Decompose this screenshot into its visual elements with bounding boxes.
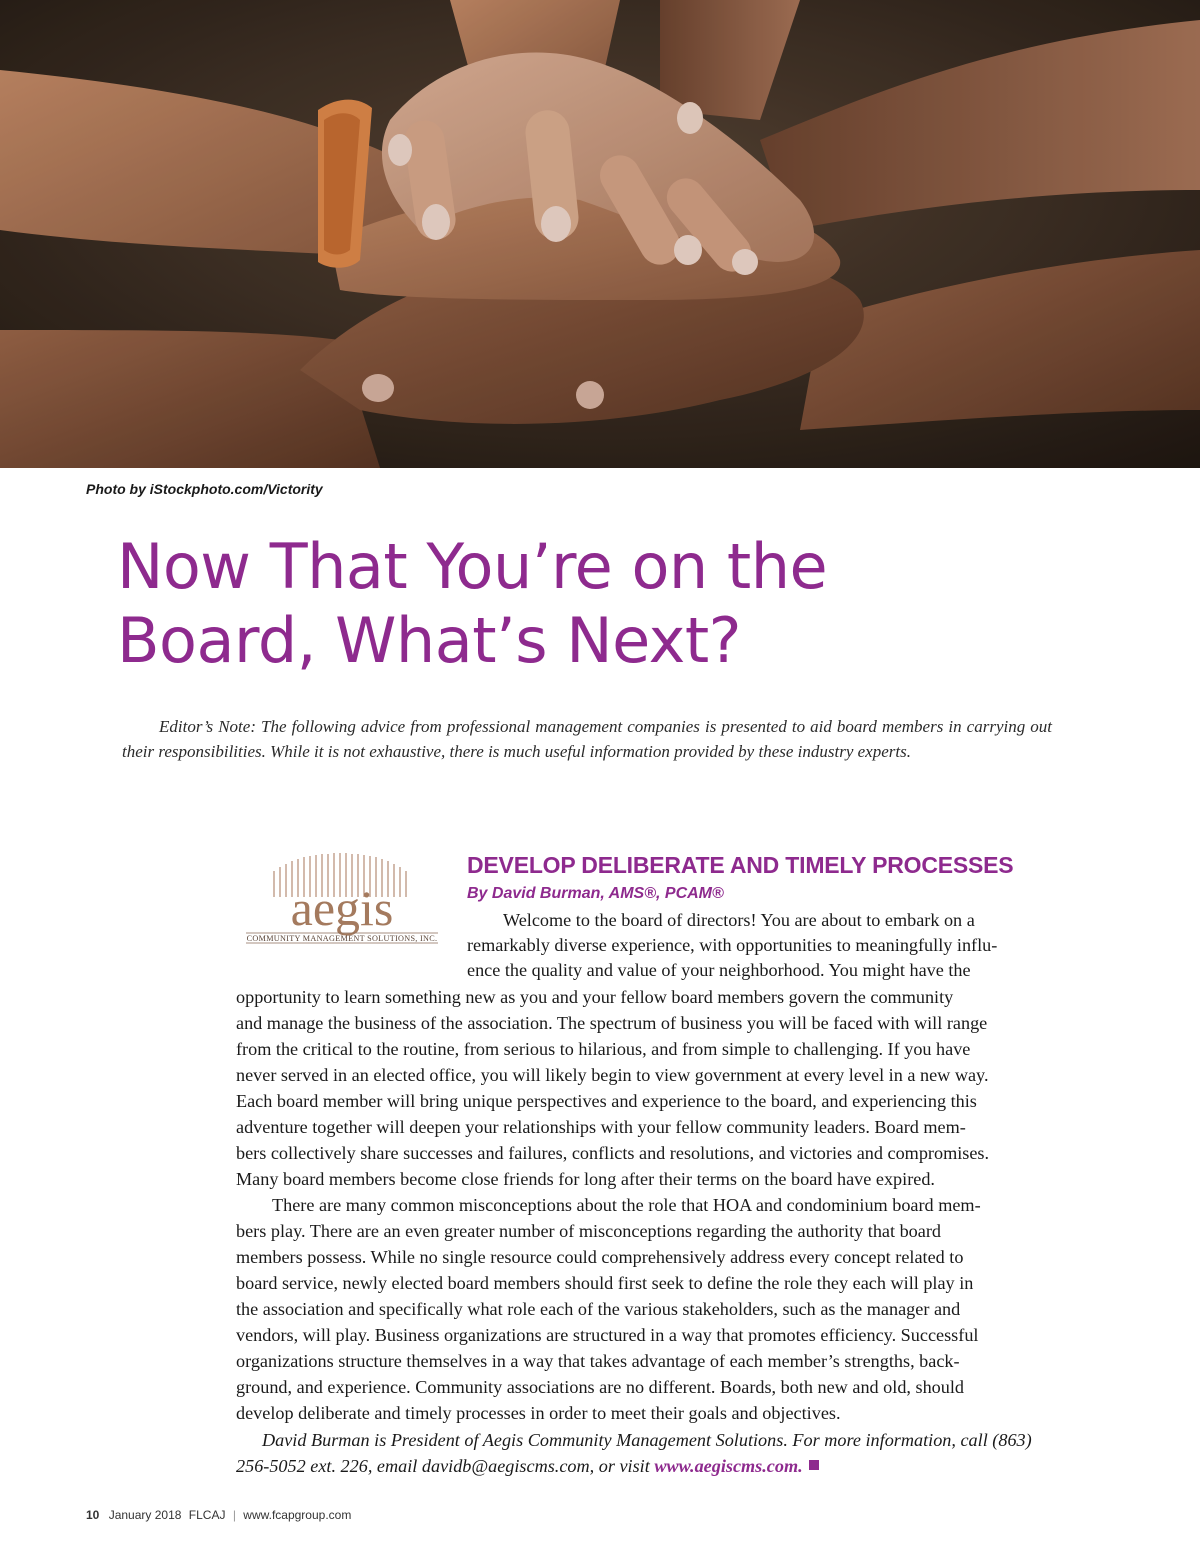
page-number: 10: [86, 1508, 100, 1522]
body-line: bers collectively share successes and failures, conflicts and resolutions, and victories and compromises.: [236, 1143, 990, 1163]
section-title: DEVELOP DELIBERATE AND TIMELY PROCESSES: [467, 852, 1014, 878]
stacked-hands-image: [0, 0, 1200, 468]
body-line: members possess. While no single resource could comprehensively address every concept related to: [236, 1247, 964, 1267]
page-title-line-2: Board, What’s Next?: [117, 604, 742, 677]
footer-divider: |: [232, 1508, 236, 1522]
body-line: Welcome to the board of directors! You are about to embark on a: [503, 910, 975, 930]
publication-name: FLCAJ: [188, 1508, 226, 1522]
body-line: bers play. There are an even greater number of misconceptions regarding the authority that board: [236, 1221, 941, 1241]
page-footer: [86, 1508, 351, 1522]
page-title-line-1: Now That You’re on the: [117, 530, 828, 603]
byline: By David Burman, AMS®, PCAM®: [467, 885, 724, 902]
body-line: organizations structure themselves in a way that takes advantage of each member’s strengths, back-: [236, 1351, 960, 1371]
body-line: board service, newly elected board members should first seek to define the role they each will play in: [236, 1273, 974, 1293]
logo-tagline: COMMUNITY MANAGEMENT SOLUTIONS, INC.: [246, 934, 438, 943]
author-bio-text: 256-5052 ext. 226, email davidb@aegiscms.com, or visit: [236, 1456, 650, 1476]
body-line: from the critical to the routine, from serious to hilarious, and from simple to challenging. If you have: [236, 1039, 971, 1059]
body-line: Many board members become close friends for long after their terms on the board have expired.: [236, 1169, 935, 1189]
aegis-logo: [244, 853, 440, 959]
body-line: ence the quality and value of your neighborhood. You might have the: [467, 960, 971, 980]
end-mark-icon: [809, 1460, 819, 1470]
footer-website-link[interactable]: www.fcapgroup.com: [243, 1508, 352, 1522]
author-website-link[interactable]: www.aegiscms.com.: [654, 1456, 803, 1476]
issue-date: January 2018: [108, 1508, 182, 1522]
editors-note: Editor’s Note: The following advice from professional management companies is presented to aid board members in carrying out their responsibilities. While it is not exhaustive, there is much useful information provided by these industry experts.: [122, 717, 1052, 761]
body-line: adventure together will deepen your relationships with your fellow community leaders. Board mem-: [236, 1117, 966, 1137]
logo-wordmark: aegis: [290, 880, 394, 936]
body-line: vendors, will play. Business organizations are structured in a way that promotes efficiency. Successful: [236, 1325, 979, 1345]
body-line: ground, and experience. Community associations are no different. Boards, both new and old, should: [236, 1377, 965, 1397]
body-line: Each board member will bring unique perspectives and experience to the board, and experiencing this: [236, 1091, 977, 1111]
body-line: There are many common misconceptions about the role that HOA and condominium board mem-: [272, 1195, 981, 1215]
body-line: develop deliberate and timely processes in order to meet their goals and objectives.: [236, 1403, 841, 1423]
author-bio-line-1: David Burman is President of Aegis Community Management Solutions. For more information, call (863): [262, 1430, 1032, 1450]
photo-credit: Photo by iStockphoto.com/Victority: [86, 481, 323, 497]
body-line: never served in an elected office, you will likely begin to view government at every level in a new way.: [236, 1065, 989, 1085]
author-bio-line-2: [236, 1456, 819, 1477]
body-line: remarkably diverse experience, with opportunities to meaningfully influ-: [467, 935, 998, 955]
body-line: the association and specifically what role each of the various stakeholders, such as the manager and: [236, 1299, 961, 1319]
body-line: opportunity to learn something new as you and your fellow board members govern the community: [236, 987, 954, 1007]
body-line: and manage the business of the association. The spectrum of business you will be faced with will range: [236, 1013, 988, 1033]
page-title: [117, 530, 1017, 678]
hero-photo: [0, 0, 1200, 468]
